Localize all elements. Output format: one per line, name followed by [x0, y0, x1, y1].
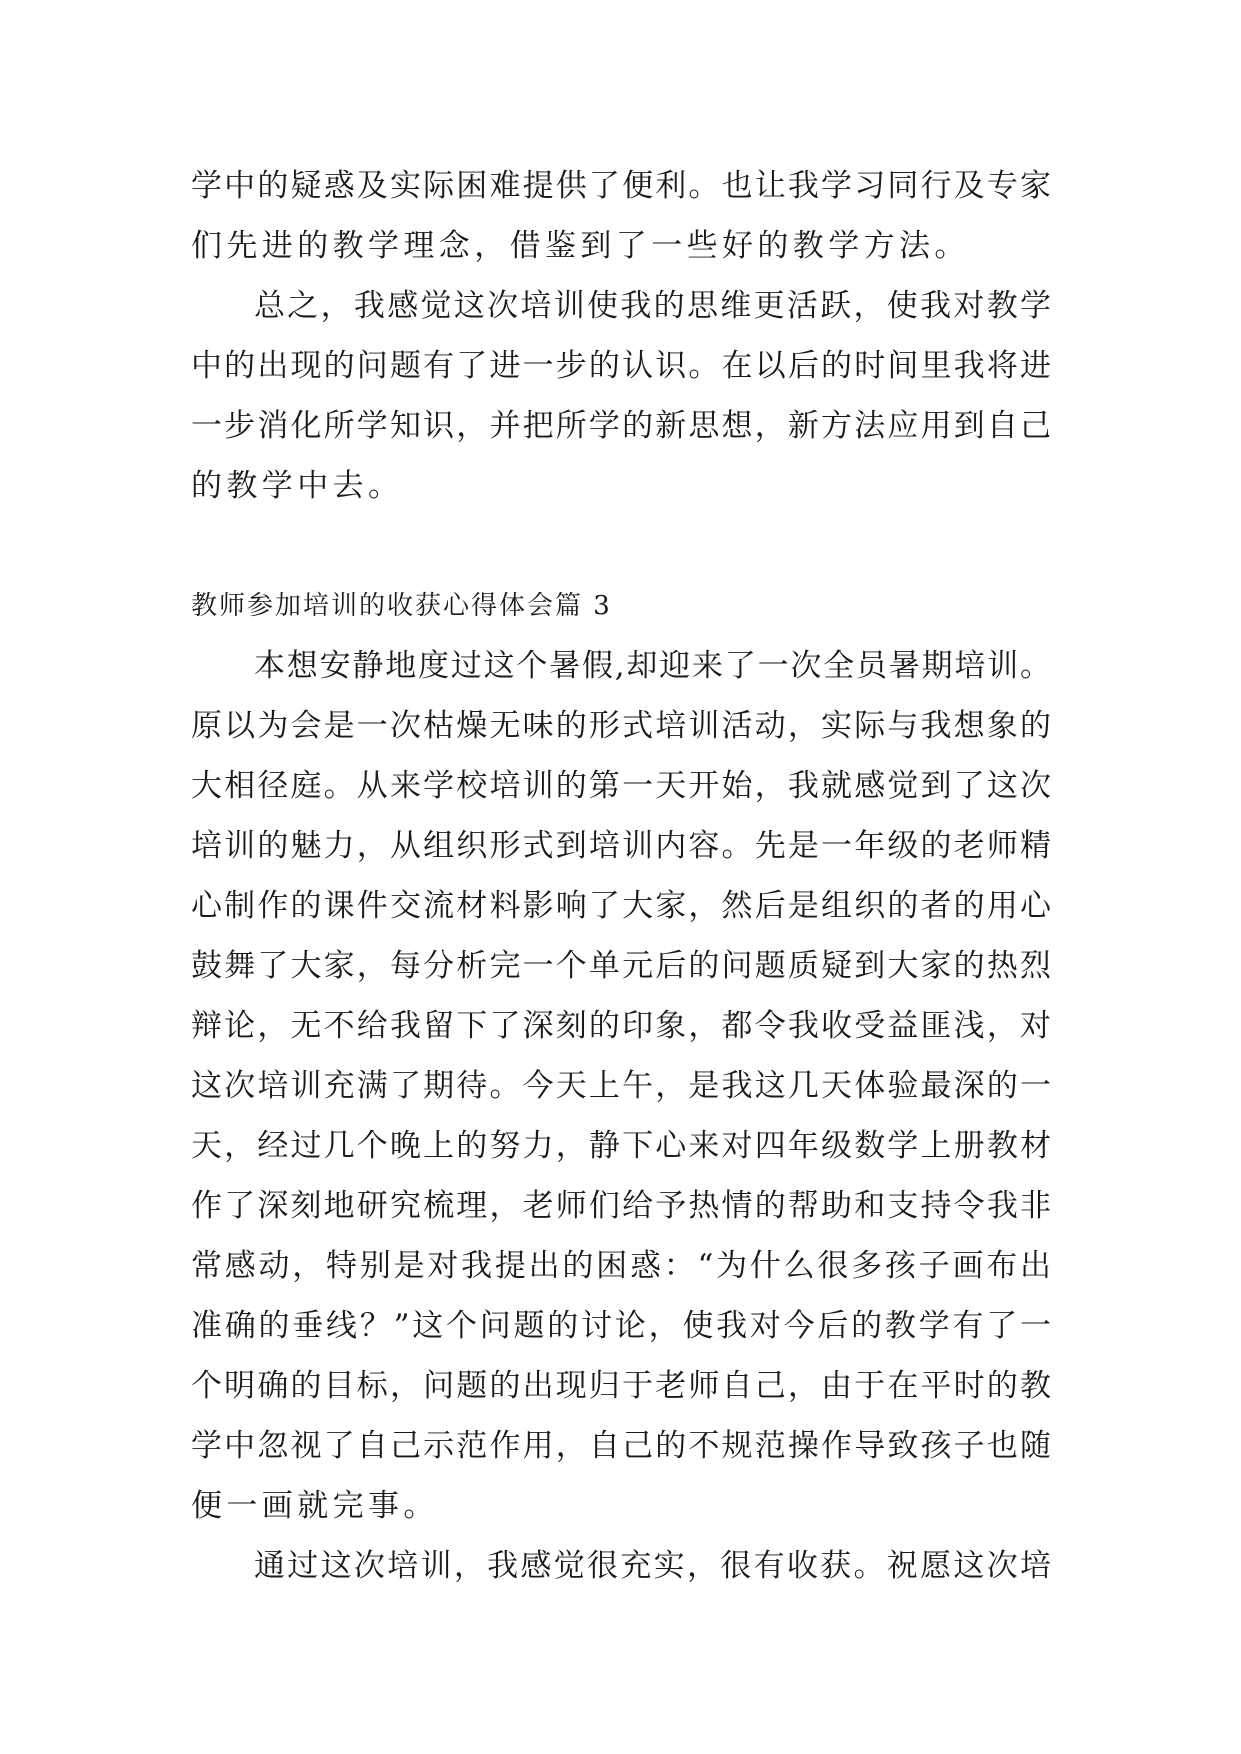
paragraph-line: 的教学中去。	[191, 468, 404, 504]
paragraph-line: 便一画就完事。	[191, 1488, 439, 1524]
paragraph-line: 辩论，无不给我留下了深刻的印象，都令我收受益匪浅，对	[191, 1008, 1051, 1044]
paragraph-line: 学中的疑惑及实际困难提供了便利。也让我学习同行及专家	[191, 168, 1051, 204]
paragraph-first-line: 本想安静地度过这个暑假,却迎来了一次全员暑期培训。	[254, 648, 1051, 684]
paragraph-line: 作了深刻地研究梳理，老师们给予热情的帮助和支持令我非	[191, 1188, 1051, 1224]
paragraph-line: 原以为会是一次枯燥无味的形式培训活动，实际与我想象的	[191, 708, 1051, 744]
paragraph-line: 鼓舞了大家，每分析完一个单元后的问题质疑到大家的热烈	[191, 948, 1051, 984]
section-heading: 教师参加培训的收获心得体会篇 3	[191, 591, 612, 621]
paragraph-line: 学中忽视了自己示范作用，自己的不规范操作导致孩子也随	[191, 1428, 1051, 1464]
paragraph-line: 个明确的目标，问题的出现归于老师自己，由于在平时的教	[191, 1368, 1051, 1404]
paragraph-line: 准确的垂线？”这个问题的讨论，使我对今后的教学有了一	[191, 1308, 1051, 1344]
paragraph-line: 大相径庭。从来学校培训的第一天开始，我就感觉到了这次	[191, 768, 1051, 804]
paragraph-line: 常感动，特别是对我提出的困惑：“为什么很多孩子画布出	[191, 1248, 1051, 1284]
paragraph-line: 培训的魅力，从组织形式到培训内容。先是一年级的老师精	[191, 828, 1051, 864]
paragraph-line: 们先进的教学理念，借鉴到了一些好的教学方法。	[191, 228, 970, 264]
paragraph-first-line: 总之，我感觉这次培训使我的思维更活跃，使我对教学	[254, 288, 1051, 324]
paragraph-line: 一步消化所学知识，并把所学的新思想，新方法应用到自己	[191, 408, 1051, 444]
paragraph-line: 天，经过几个晚上的努力，静下心来对四年级数学上册教材	[191, 1128, 1051, 1164]
paragraph-line: 中的出现的问题有了进一步的认识。在以后的时间里我将进	[191, 348, 1051, 384]
paragraph-line: 这次培训充满了期待。今天上午，是我这几天体验最深的一	[191, 1068, 1051, 1104]
paragraph-first-line: 通过这次培训，我感觉很充实，很有收获。祝愿这次培	[254, 1548, 1051, 1584]
paragraph-line: 心制作的课件交流材料影响了大家，然后是组织的者的用心	[191, 888, 1051, 924]
